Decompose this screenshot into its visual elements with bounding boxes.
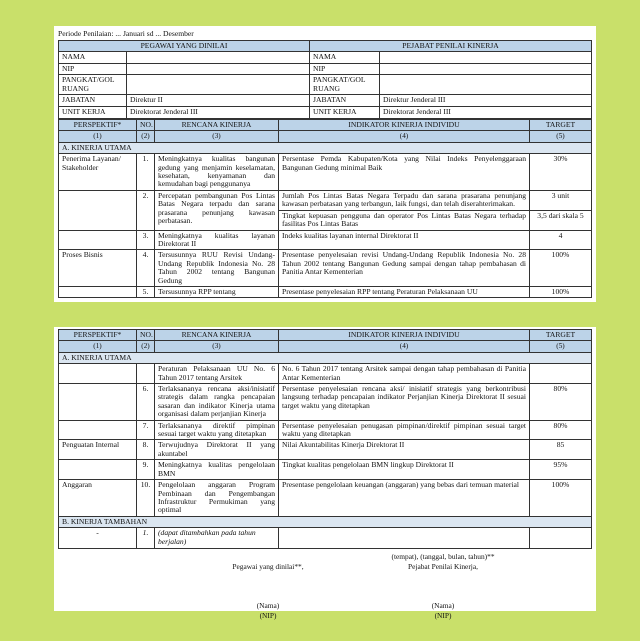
no-cell: 7. bbox=[137, 420, 155, 440]
signature-block bbox=[58, 549, 592, 641]
identity-value bbox=[380, 52, 592, 63]
target-cell: 100% bbox=[530, 250, 592, 287]
indikator-cell: Persentase Pemda Kabupaten/Kota yang Nilai Indeks Penyelenggaraan Bangunan Gedung minimal Baik bbox=[279, 154, 530, 191]
rencana-cell: Pengelolaan anggaran Program Pembinaan dan Pengembangan Infrastruktur Permukiman yang optimal bbox=[155, 480, 279, 517]
no-cell: 4. bbox=[137, 250, 155, 287]
perspektif-cell: - bbox=[59, 528, 137, 549]
perspektif-cell bbox=[59, 384, 137, 421]
target-cell bbox=[530, 364, 592, 384]
indikator-cell: Tingkat kualitas pengelolaan BMN lingkup Direktorat II bbox=[279, 460, 530, 480]
perspektif-cell bbox=[59, 420, 137, 440]
perspektif-cell: Penguatan Internal bbox=[59, 440, 137, 460]
table-row bbox=[59, 154, 592, 191]
pegawai-name: (Nama) bbox=[256, 601, 280, 611]
col-target: TARGET bbox=[530, 120, 592, 131]
identity-value: Direktur II bbox=[127, 95, 310, 107]
kinerja-table-page-1 bbox=[58, 119, 592, 298]
pejabat-name: (Nama) bbox=[431, 601, 455, 611]
rencana-cell: Meningkatnya kualitas pengelolaan BMN bbox=[155, 460, 279, 480]
table-row bbox=[59, 460, 592, 480]
indikator-cell: Presentase pengelolaan keuangan (anggaran) yang bebas dari temuan material bbox=[279, 480, 530, 517]
rencana-cell: Meningkatnya kualitas bangunan gedung yang menjamin keselamatan, kesehatan, kenyamanan dan kemudahan bagi penggunanya bbox=[155, 154, 279, 191]
col-number: (1) bbox=[59, 131, 137, 142]
col-number: (5) bbox=[530, 131, 592, 142]
target-cell: 100% bbox=[530, 286, 592, 297]
document-page-1 bbox=[54, 26, 596, 302]
target-cell: 3 unit bbox=[530, 190, 592, 210]
col-no: NO. bbox=[137, 120, 155, 131]
perspektif-cell bbox=[59, 230, 137, 250]
rencana-cell: Meningkatnya kualitas layanan Direktorat II bbox=[155, 230, 279, 250]
col-number: (3) bbox=[155, 131, 279, 142]
identity-table bbox=[58, 40, 592, 119]
target-cell bbox=[530, 528, 592, 549]
table-row bbox=[59, 440, 592, 460]
no-cell: 5. bbox=[137, 286, 155, 297]
no-cell bbox=[137, 364, 155, 384]
identity-value: Direktur Jenderal III bbox=[380, 95, 592, 107]
perspektif-cell bbox=[59, 460, 137, 480]
identity-label: NAMA bbox=[59, 52, 127, 63]
table-row bbox=[59, 480, 592, 517]
no-cell: 2. bbox=[137, 190, 155, 230]
perspektif-cell bbox=[59, 364, 137, 384]
no-cell: 3. bbox=[137, 230, 155, 250]
table-row bbox=[59, 384, 592, 421]
table-row bbox=[59, 250, 592, 287]
col-perspektif: PERSPEKTIF* bbox=[59, 120, 137, 131]
indikator-cell: No. 6 Tahun 2017 tentang Arsitek sampai dengan tahap pembahasan di Panitia Antar Kementerian bbox=[279, 364, 530, 384]
no-cell: 1. bbox=[137, 528, 155, 549]
target-cell: 3,5 dari skala 5 bbox=[530, 210, 592, 230]
rencana-cell: Tersusunnya RPP tentang bbox=[155, 286, 279, 297]
indikator-cell: Presentase penyelesaian revisi Undang-Undang Republik Indonesia No. 28 Tahun 2002 tentang Bangunan Gedung sampai dengan tahap pembahasan di Panitia Antar Kementerian bbox=[279, 250, 530, 287]
identity-value bbox=[380, 75, 592, 95]
perspektif-cell: Proses Bisnis bbox=[59, 250, 137, 287]
pejabat-nip: (NIP) bbox=[434, 611, 452, 621]
indikator-cell: Persentase penyelesaian penugasan pimpinan/direktif pimpinan sesuai target waktu yang ditetapkan bbox=[279, 420, 530, 440]
perspektif-cell bbox=[59, 286, 137, 297]
periode-penilaian: Periode Penilaian: ... Januari sd ... Desember bbox=[58, 29, 194, 38]
rencana-cell: Terlaksananya direktif pimpinan sesuai target waktu yang ditetapkan bbox=[155, 420, 279, 440]
table-row bbox=[59, 528, 592, 549]
pejabat-header: PEJABAT PENILAI KINERJA bbox=[310, 41, 592, 52]
rencana-cell: Percepatan pembangunan Pos Lintas Batas Negara terpadu dan sarana prasarana penunjang kawasan perbatasan. bbox=[155, 190, 279, 230]
perspektif-cell: Anggaran bbox=[59, 480, 137, 517]
col-perspektif: PERSPEKTIF* bbox=[59, 330, 137, 341]
section-kinerja-tambahan: B. KINERJA TAMBAHAN bbox=[59, 516, 592, 527]
pejabat-title: Pejabat Penilai Kinerja, bbox=[408, 562, 478, 572]
col-number: (3) bbox=[155, 341, 279, 352]
col-target: TARGET bbox=[530, 330, 592, 341]
pegawai-header: PEGAWAI YANG DINILAI bbox=[59, 41, 310, 52]
no-cell: 6. bbox=[137, 384, 155, 421]
table-row bbox=[59, 364, 592, 384]
place-date: (tempat), (tanggal, bulan, tahun)** bbox=[391, 552, 495, 562]
target-cell: 80% bbox=[530, 384, 592, 421]
rencana-cell: Terlaksananya rencana aksi/inisiatif strategis dalam rangka pencapaian sasaran dan indikator Kinerja utama organisasi dalam perjanjian Kinerja bbox=[155, 384, 279, 421]
no-cell: 9. bbox=[137, 460, 155, 480]
target-cell: 80% bbox=[530, 420, 592, 440]
identity-value bbox=[127, 75, 310, 95]
table-row bbox=[59, 190, 592, 210]
identity-label: NIP bbox=[59, 63, 127, 74]
identity-label: JABATAN bbox=[59, 95, 127, 107]
target-cell: 30% bbox=[530, 154, 592, 191]
section-kinerja-utama: A. KINERJA UTAMA bbox=[59, 142, 592, 153]
target-cell: 4 bbox=[530, 230, 592, 250]
indikator-cell bbox=[279, 528, 530, 549]
no-cell: 8. bbox=[137, 440, 155, 460]
rencana-cell: Terwujudnya Direktorat II yang akuntabel bbox=[155, 440, 279, 460]
col-number: (4) bbox=[279, 341, 530, 352]
section-kinerja-utama: A. KINERJA UTAMA bbox=[59, 352, 592, 363]
pegawai-title: Pegawai yang dinilai**, bbox=[232, 562, 304, 572]
col-number: (2) bbox=[137, 131, 155, 142]
target-cell: 100% bbox=[530, 480, 592, 517]
pegawai-nip: (NIP) bbox=[259, 611, 277, 621]
col-no: NO. bbox=[137, 330, 155, 341]
identity-label: NIP bbox=[310, 63, 380, 74]
identity-label: PANGKAT/GOL RUANG bbox=[59, 75, 127, 95]
kinerja-table-page-2 bbox=[58, 329, 592, 549]
indikator-cell: Nilai Akuntabilitas Kinerja Direktorat II bbox=[279, 440, 530, 460]
col-number: (1) bbox=[59, 341, 137, 352]
identity-value bbox=[127, 52, 310, 63]
perspektif-cell bbox=[59, 190, 137, 230]
indikator-cell: Jumlah Pos Lintas Batas Negara Terpadu dan sarana prasarana penunjang kawasan perbatasan yang terbangun, laik fungsi, dan telah diserahterimakan. bbox=[279, 190, 530, 210]
indikator-cell: Persentase penyelesaian rencana aksi/ inisiatif strategis yang berkontribusi langsung terhadap pencapaian indikator Perjanjian Kinerja Direktorat II sesuai target waktu yang ditetapkan bbox=[279, 384, 530, 421]
target-cell: 85 bbox=[530, 440, 592, 460]
identity-value: Direktorat Jenderal III bbox=[380, 107, 592, 119]
perspektif-cell: Penerima Layanan/ Stakeholder bbox=[59, 154, 137, 191]
col-indikator: INDIKATOR KINERJA INDIVIDU bbox=[279, 330, 530, 341]
col-number: (5) bbox=[530, 341, 592, 352]
rencana-cell: Tersusunnya RUU Revisi Undang-Undang Republik Indonesia No. 28 Tahun 2002 tentang Bangunan Gedung bbox=[155, 250, 279, 287]
indikator-cell: Indeks kualitas layanan internal Direktorat II bbox=[279, 230, 530, 250]
col-indikator: INDIKATOR KINERJA INDIVIDU bbox=[279, 120, 530, 131]
col-rencana: RENCANA KINERJA bbox=[155, 120, 279, 131]
table-row bbox=[59, 286, 592, 297]
rencana-cell: (dapat ditambahkan pada tahun berjalan) bbox=[155, 528, 279, 549]
col-number: (2) bbox=[137, 341, 155, 352]
identity-label: PANGKAT/GOL RUANG bbox=[310, 75, 380, 95]
indikator-cell: Presentase penyelesaian RPP tentang Peraturan Pelaksanaan UU bbox=[279, 286, 530, 297]
col-rencana: RENCANA KINERJA bbox=[155, 330, 279, 341]
table-row bbox=[59, 420, 592, 440]
identity-label: NAMA bbox=[310, 52, 380, 63]
rencana-cell: Peraturan Pelaksanaan UU No. 6 Tahun 2017 tentang Arsitek bbox=[155, 364, 279, 384]
no-cell: 10. bbox=[137, 480, 155, 517]
identity-value bbox=[380, 63, 592, 74]
identity-label: UNIT KERJA bbox=[310, 107, 380, 119]
indikator-cell: Tingkat kepuasan pengguna dan operator Pos Lintas Batas Negara terhadap fasilitas Pos Lintas Batas bbox=[279, 210, 530, 230]
document-page-2 bbox=[54, 327, 596, 621]
table-row bbox=[59, 230, 592, 250]
target-cell: 95% bbox=[530, 460, 592, 480]
no-cell: 1. bbox=[137, 154, 155, 191]
col-number: (4) bbox=[279, 131, 530, 142]
identity-label: UNIT KERJA bbox=[59, 107, 127, 119]
identity-label: JABATAN bbox=[310, 95, 380, 107]
identity-value: Direktorat Jenderal III bbox=[127, 107, 310, 119]
identity-value bbox=[127, 63, 310, 74]
